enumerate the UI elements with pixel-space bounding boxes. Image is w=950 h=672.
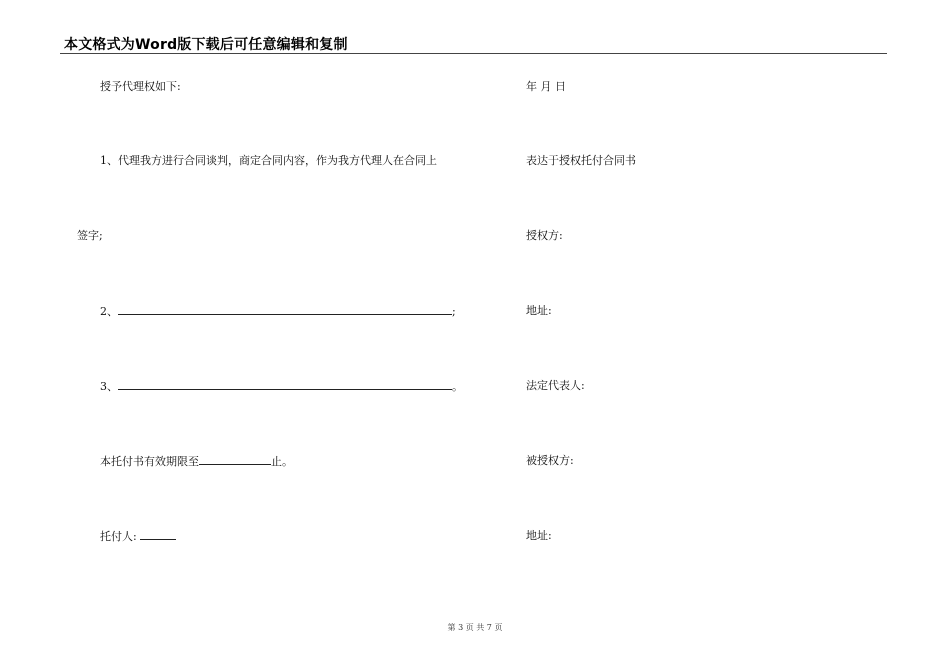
item-2-prefix: 2、 xyxy=(100,305,118,318)
grantee-address-label: 地址: xyxy=(526,529,552,542)
principal-line xyxy=(100,529,176,544)
item-2-blank[interactable] xyxy=(118,304,452,315)
item-3-prefix: 3、 xyxy=(100,380,118,393)
item-3-suffix: 。 xyxy=(452,380,463,393)
date-line: 年 月 日 xyxy=(526,80,566,93)
form-title: 表达于授权托付合同书 xyxy=(526,154,636,167)
principal-blank[interactable] xyxy=(140,529,176,540)
grantor-address-label: 地址: xyxy=(526,304,552,317)
legal-rep-label: 法定代表人: xyxy=(526,379,585,392)
header-divider xyxy=(60,53,887,54)
validity-line xyxy=(100,454,293,469)
item-2-suffix: ; xyxy=(452,305,456,318)
page-number: 第 3 页 共 7 页 xyxy=(447,623,503,632)
validity-suffix: 止。 xyxy=(271,455,293,468)
item-3-line xyxy=(100,379,463,394)
principal-label: 托付人: xyxy=(100,530,137,543)
grant-intro-text: 授予代理权如下: xyxy=(100,80,181,93)
validity-blank[interactable] xyxy=(199,454,271,465)
page-header-title: 本文格式为Word版下载后可任意编辑和复制 xyxy=(64,37,348,53)
item-1-text: 1、代理我方进行合同谈判，商定合同内容，作为我方代理人在合同上 xyxy=(100,154,437,167)
item-3-blank[interactable] xyxy=(118,379,452,390)
grantor-label: 授权方: xyxy=(526,229,563,242)
validity-prefix: 本托付书有效期限至 xyxy=(100,455,199,468)
item-1-continuation: 签字; xyxy=(77,229,103,242)
grantee-label: 被授权方: xyxy=(526,454,574,467)
item-2-line xyxy=(100,304,456,319)
